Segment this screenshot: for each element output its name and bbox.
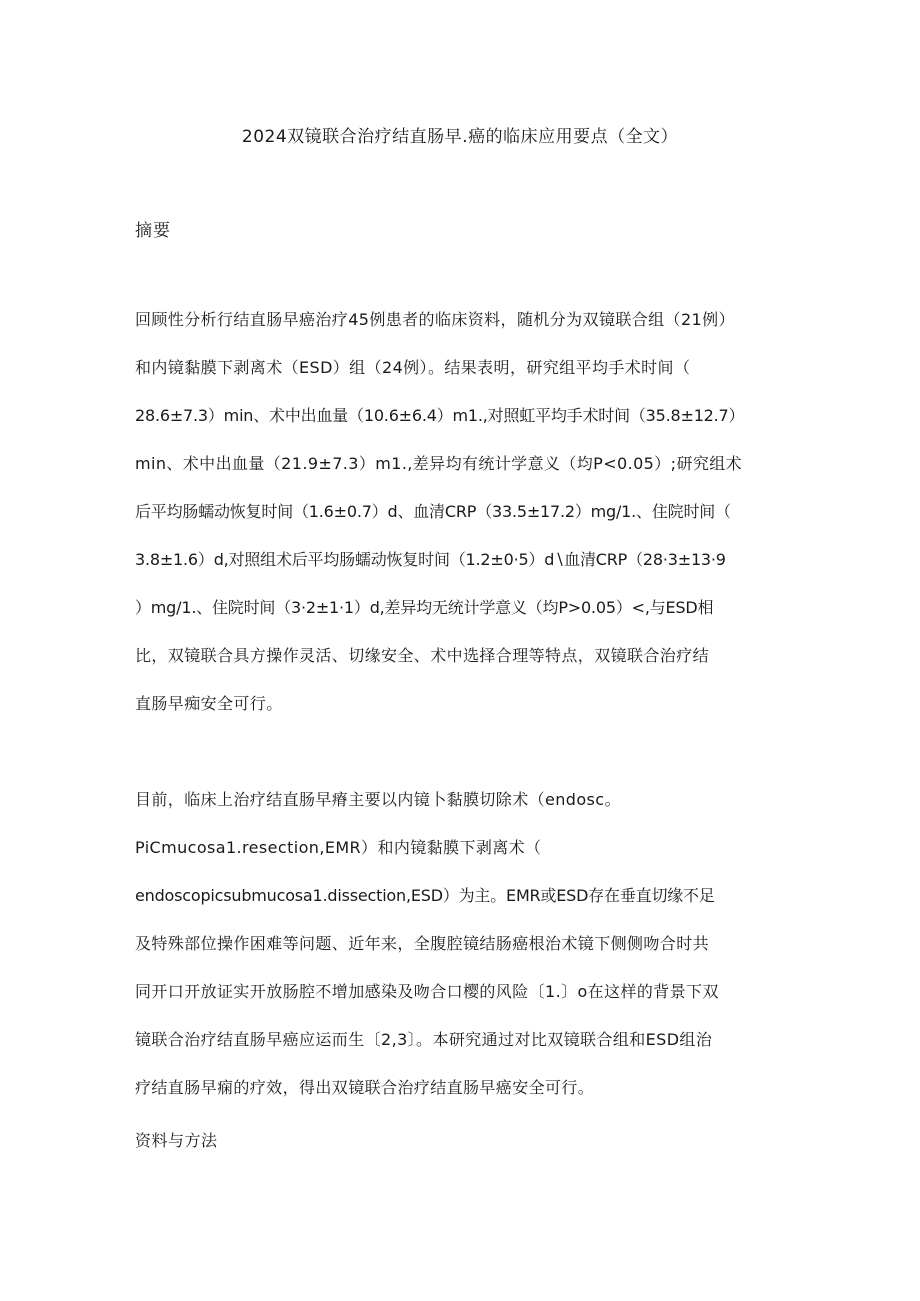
intro-line: 及特殊部位操作困难等问题、近年来，全腹腔镜结肠癌根治术镜下侧侧吻合时共: [135, 934, 710, 953]
abstract-line: 直肠早痴安全可行。: [135, 694, 283, 713]
abstract-line: 和内镜黏膜下剥离术（ESD）组（24例）。结果表明，研究组平均手术时间（: [135, 358, 691, 377]
methods-heading: 资料与方法: [135, 1131, 218, 1150]
intro-line: 镜联合治疗结直肠早癌应运而生〔2,3〕。本研究通过对比双镜联合组和ESD组治: [135, 1030, 713, 1049]
abstract-line: 后平均肠蠕动恢复时间（1.6±0.7）d、血清CRP（33.5±17.2）mg/1.、住院时间（: [135, 502, 731, 521]
abstract-line: 28.6±7.3）min、术中出血量（10.6±6.4）m1.,对照虹平均手术时间（35.8±12.7）: [135, 406, 745, 425]
document-title: 2024双镜联合治疗结直肠早.癌的临床应用要点（全文）: [241, 127, 679, 147]
abstract-line: ）mg/1.、住院时间（3·2±1·1）d,差异均无统计学意义（均P>0.05）<,与ESD相: [135, 598, 714, 617]
intro-line: 同开口开放证实开放肠腔不增加感染及吻合口樱的风险〔1.〕o在这样的背景下双: [135, 982, 719, 1001]
intro-line: PiCmucosa1.resection,EMR）和内镜黏膜下剥离术（: [135, 838, 542, 857]
intro-paragraph: [135, 776, 790, 1112]
abstract-line: 3.8±1.6）d,对照组术后平均肠蠕动恢复时间（1.2±0·5）d∖血清CRP（28·3±13·9: [135, 550, 726, 569]
intro-line: 疗结直肠早痫的疗效，得出双镜联合治疗结直肠早癌安全可行。: [135, 1078, 595, 1097]
abstract-paragraph: [135, 296, 790, 728]
abstract-heading: 摘要: [135, 221, 171, 241]
intro-line: endoscopicsubmucosa1.dissection,ESD）为主。EMR或ESD存在垂直切缘不足: [135, 886, 715, 905]
intro-line: 目前，临床上治疗结直肠早瘠主要以内镜卜黏膜切除术（endosc。: [135, 790, 621, 809]
abstract-line: 比，双镜联合具方操作灵活、切缘安全、术中选择合理等特点，双镜联合治疗结: [135, 646, 710, 665]
abstract-line: min、术中出血量（21.9±7.3）m1.,差异均有统计学意义（均P<0.05）;研究组术: [135, 454, 743, 473]
abstract-line: 回顾性分析行结直肠早癌治疗45例患者的临床资料，随机分为双镜联合组（21例）: [135, 310, 735, 329]
